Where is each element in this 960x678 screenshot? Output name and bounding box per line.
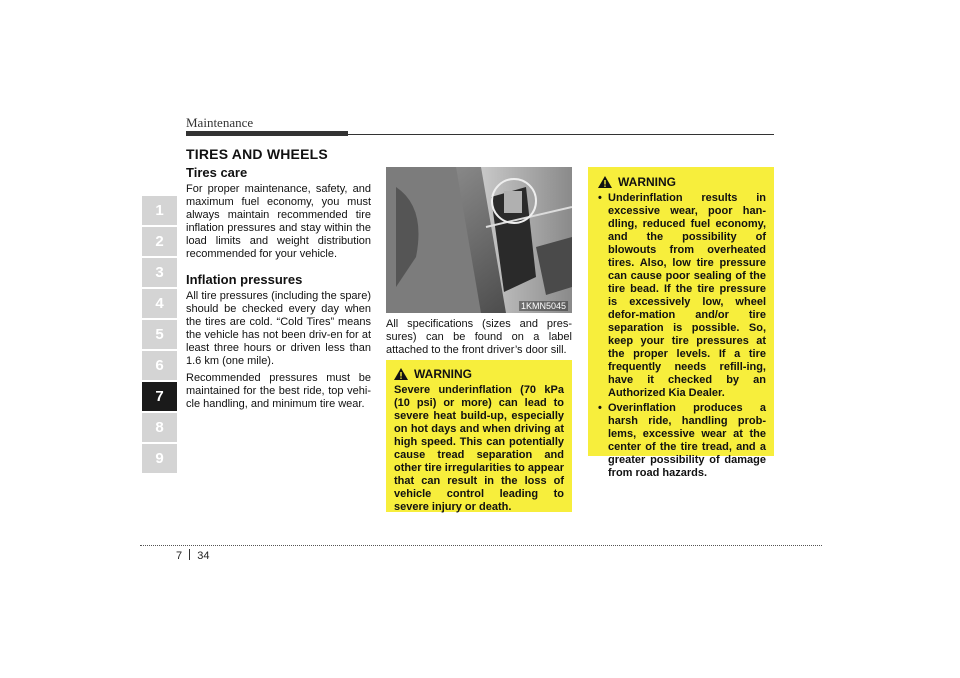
warning-header bbox=[394, 367, 564, 381]
chapter-tab-3[interactable]: 3 bbox=[142, 258, 177, 287]
page-number-divider bbox=[189, 549, 190, 560]
page-number bbox=[176, 549, 210, 562]
chapter-number: 7 bbox=[176, 550, 183, 562]
warning-list bbox=[596, 192, 766, 480]
chapter-tab-9[interactable]: 9 bbox=[142, 444, 177, 473]
chapter-tab-7[interactable]: 7 bbox=[142, 382, 177, 411]
chapter-tab-1[interactable]: 1 bbox=[142, 196, 177, 225]
tires-care-paragraph: For proper maintenance, safety, and maximum fuel economy, you must always maintain recommended tire inflation pressures and stay within the load limits and weight distribution recommended for your vehicle. bbox=[186, 183, 371, 260]
chapter-tab-4[interactable]: 4 bbox=[142, 289, 177, 318]
warning-box-underinflation bbox=[386, 360, 572, 512]
warning-item-underinflation: • Underinflation results in excessive wear, poor han-dling, reduced fuel economy, and the possibility of blowouts from overheated tires. Also, low tire pressure can cause poor sealing of the tire bead. If the tire pressure is excessively low, wheel defor-mation and/or tire separation is possible. So, keep your tire pressures at the proper levels. If a tire frequently needs refill-ing, have it checked by an Authorized Kia Dealer. bbox=[596, 192, 766, 400]
warning-title: WARNING bbox=[414, 367, 472, 381]
inflation-heading: Inflation pressures bbox=[186, 272, 303, 287]
door-sill-illustration bbox=[386, 167, 572, 313]
column-1 bbox=[186, 165, 371, 411]
warning-triangle-icon bbox=[598, 176, 612, 188]
header-rule-thin bbox=[348, 134, 774, 135]
section-title: TIRES AND WHEELS bbox=[186, 146, 328, 162]
specs-paragraph: All specifications (sizes and pres-sures) can be found on a label attached to the front driver’s door sill. bbox=[386, 318, 572, 356]
warning-triangle-icon bbox=[394, 368, 408, 380]
warning-header bbox=[598, 175, 766, 189]
tires-care-heading: Tires care bbox=[186, 165, 248, 180]
header-rule-thick bbox=[186, 131, 348, 136]
warning-title: WARNING bbox=[618, 175, 676, 189]
running-header: Maintenance bbox=[186, 115, 254, 130]
warning-item-overinflation: • Overinflation produces a harsh ride, handling prob-lems, excessive wear at the center of the tire tread, and a greater possibility of damage from road hazards. bbox=[596, 402, 766, 480]
warning-box-pressure bbox=[588, 167, 774, 479]
door-sill-photo bbox=[386, 167, 572, 313]
chapter-tab-2[interactable]: 2 bbox=[142, 227, 177, 256]
chapter-tab-5[interactable]: 5 bbox=[142, 320, 177, 349]
warning-text: Severe underinflation (70 kPa (10 psi) or more) can lead to severe heat build-up, especially on hot days and when driving at high speed. This can potentially cause tread separation and other tire irregularities to appear that can result in the loss of vehicle control leading to severe injury or death. bbox=[394, 384, 564, 513]
inflation-paragraph-1: All tire pressures (including the spare) should be checked every day when the tires are cold. “Cold Tires” means the vehicle has not been driv-en for at least three hours or driven less than 1.6 km (one mile). bbox=[186, 290, 371, 367]
inflation-paragraph-2: Recommended pressures must be maintained for the best ride, top vehi-cle handling, and minimum tire wear. bbox=[186, 372, 371, 410]
photo-label: 1KMN5045 bbox=[520, 301, 566, 311]
page-number-value: 34 bbox=[197, 550, 210, 562]
chapter-tab-8[interactable]: 8 bbox=[142, 413, 177, 442]
footer-rule bbox=[140, 545, 822, 546]
chapter-tab-6[interactable]: 6 bbox=[142, 351, 177, 380]
